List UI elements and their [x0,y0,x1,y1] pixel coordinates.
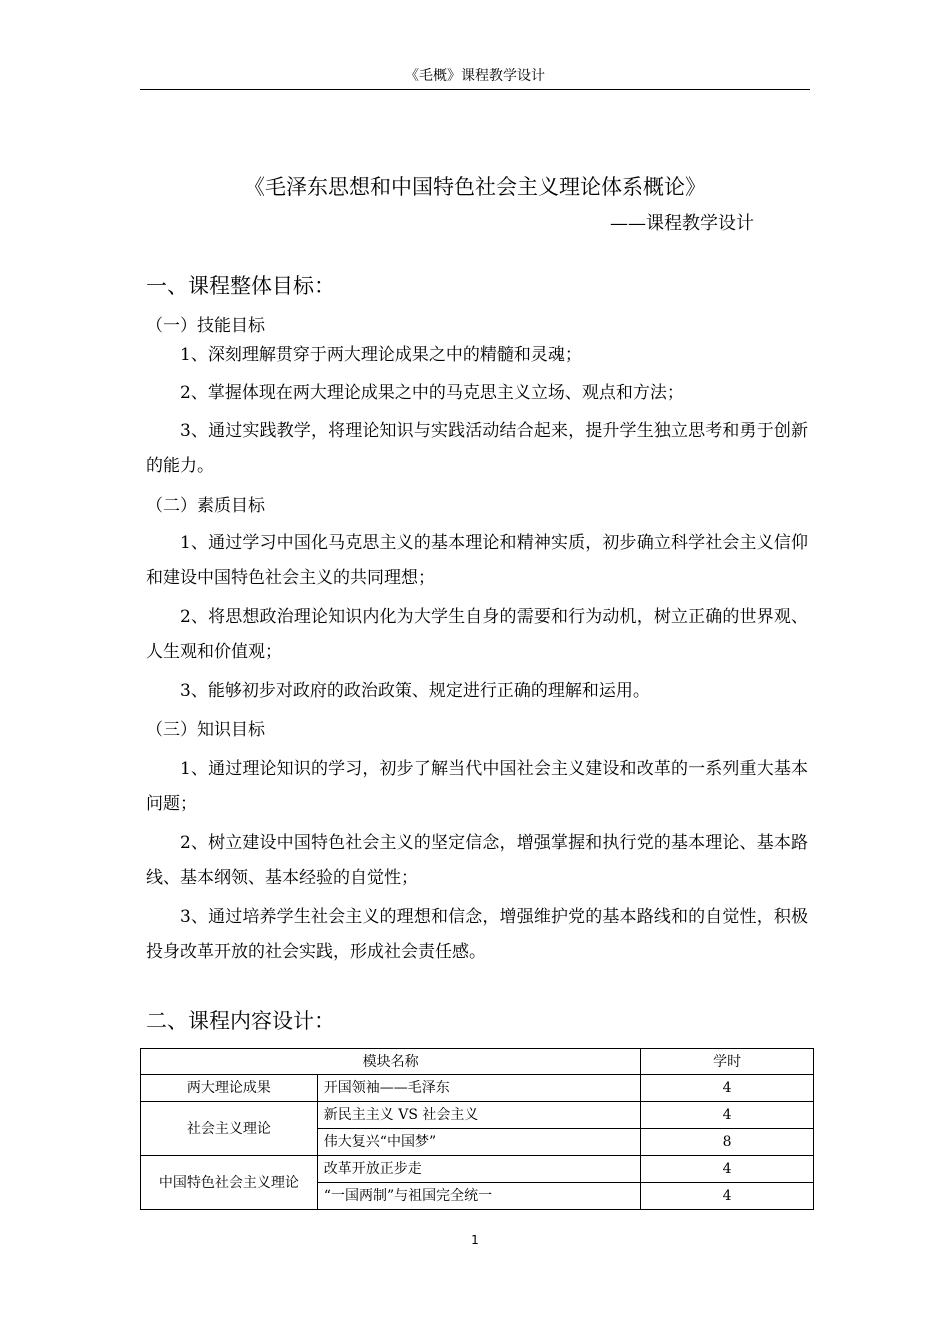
page-number: 1 [471,1233,479,1247]
module-hours: 4 [641,1075,814,1102]
table-row [141,1156,814,1183]
module-group-name: 社会主义理论 [141,1102,318,1156]
skill-goal-item: 2、掌握体现在两大理论成果之中的马克思主义立场、观点和方法； [180,383,684,403]
column-header-hours: 学时 [641,1049,814,1075]
section-heading-goals: 一、课程整体目标： [146,274,335,298]
running-header: 《毛概》课程教学设计 [405,68,545,84]
section-heading-content-design: 二、课程内容设计： [146,1009,335,1033]
header-rule [140,89,810,90]
table-row [141,1102,814,1129]
module-topic: 新民主主义 VS 社会主义 [317,1102,640,1129]
knowledge-goal-item: 1、通过理论知识的学习，初步了解当代中国社会主义建设和改革的一系列重大基本问题； [146,759,808,814]
module-topic: 改革开放正步走 [317,1156,640,1183]
knowledge-goal-item: 3、通过培养学生社会主义的理想和信念，增强维护党的基本路线和的自觉性，积极投身改革开放的社会实践，形成社会责任感。 [146,907,808,962]
skill-goal-item: 1、深刻理解贯穿于两大理论成果之中的精髓和灵魂； [180,345,582,365]
quality-goal-item: 3、能够初步对政府的政治政策、规定进行正确的理解和运用。 [180,681,650,701]
document-subtitle: ——课程教学设计 [610,213,754,234]
module-topic: 开国领袖——毛泽东 [317,1075,640,1102]
quality-goal-item: 1、通过学习中国化马克思主义的基本理论和精神实质，初步确立科学社会主义信仰和建设中国特色社会主义的共同理想； [146,533,808,588]
module-hours: 8 [641,1129,814,1156]
module-group-name: 两大理论成果 [141,1075,318,1102]
subheading-skill-goals: （一）技能目标 [146,316,265,336]
column-header-module: 模块名称 [141,1049,641,1075]
subheading-knowledge-goals: （三）知识目标 [146,720,265,740]
table-header-row [141,1049,814,1075]
course-modules-table [140,1048,814,1210]
module-topic: 伟大复兴“中国梦” [317,1129,640,1156]
skill-goal-item: 3、通过实践教学，将理论知识与实践活动结合起来，提升学生独立思考和勇于创新的能力。 [146,421,808,476]
module-hours: 4 [641,1102,814,1129]
document-title: 《毛泽东思想和中国特色社会主义理论体系概论》 [244,175,706,199]
knowledge-goal-item: 2、树立建设中国特色社会主义的坚定信念，增强掌握和执行党的基本理论、基本路线、基本纲领、基本经验的自觉性； [146,833,808,888]
module-hours: 4 [641,1156,814,1183]
module-topic: “一国两制”与祖国完全统一 [317,1183,640,1210]
module-hours: 4 [641,1183,814,1210]
quality-goal-item: 2、将思想政治理论知识内化为大学生自身的需要和行为动机，树立正确的世界观、人生观和价值观； [146,607,808,662]
table-row [141,1075,814,1102]
module-group-name: 中国特色社会主义理论 [141,1156,318,1210]
subheading-quality-goals: （二）素质目标 [146,496,265,516]
